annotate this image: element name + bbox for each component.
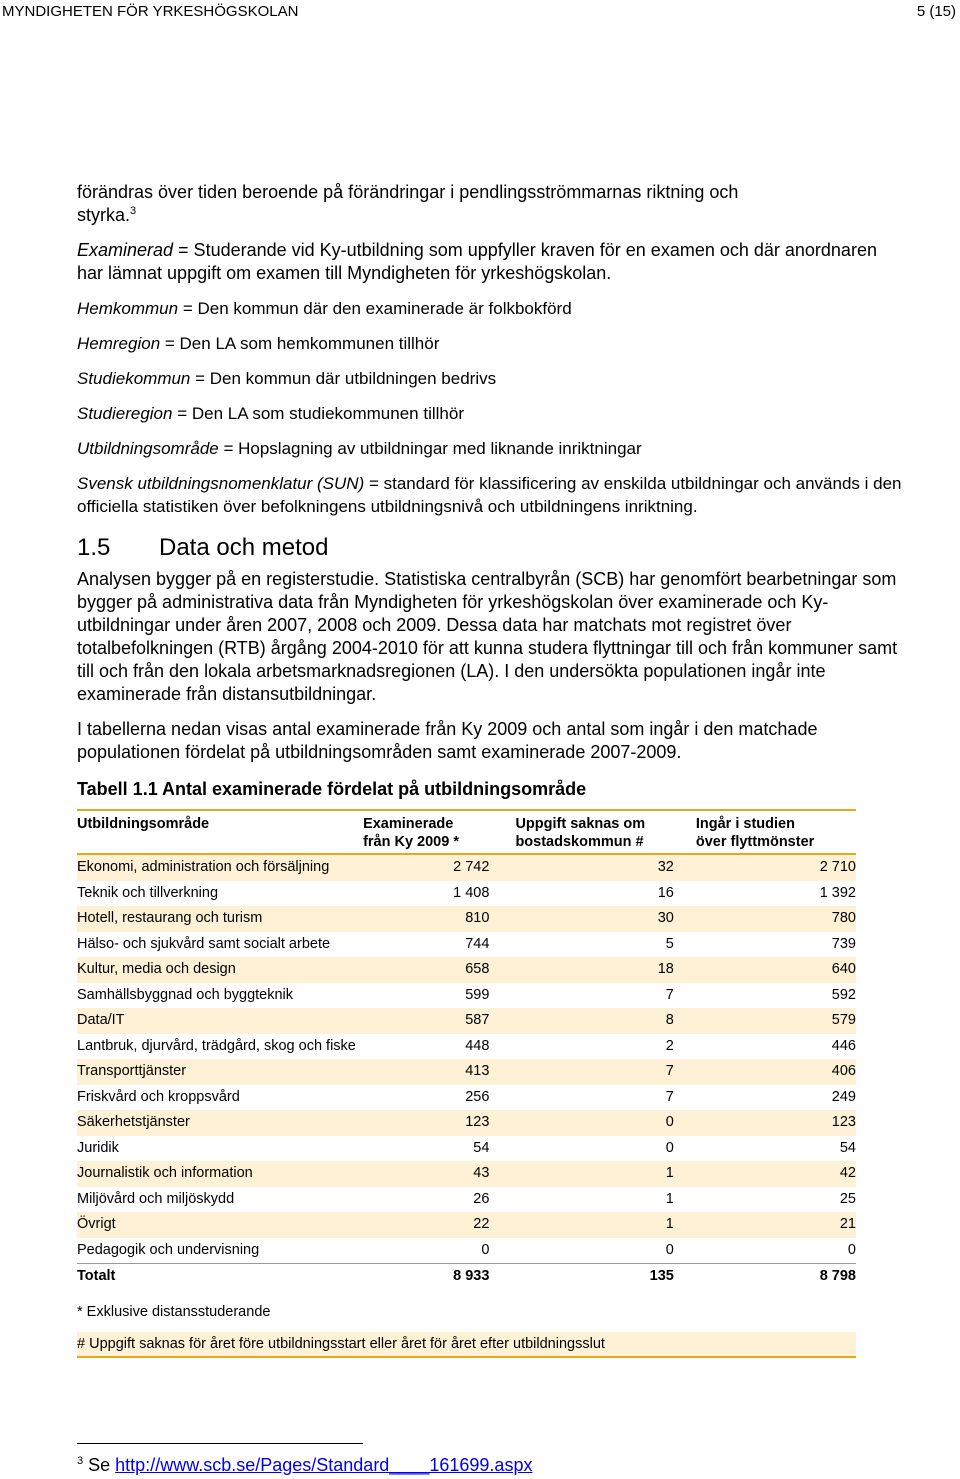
missing-cell: 16 bbox=[657, 884, 674, 901]
footnote-rule bbox=[77, 1443, 363, 1444]
area-cell: Transporttjänster bbox=[77, 1059, 363, 1085]
intro-line1: förändras över tiden beroende på förändringar i pendlingsströmmarnas riktning och bbox=[77, 182, 739, 202]
definition-sun bbox=[77, 472, 907, 518]
included-cell: 406 bbox=[674, 1059, 856, 1085]
area-cell: Data/IT bbox=[77, 1008, 363, 1034]
section-heading bbox=[77, 534, 907, 562]
header-included bbox=[674, 810, 856, 854]
area-cell: Friskvård och kroppsvård bbox=[77, 1088, 240, 1105]
included-cell: 739 bbox=[831, 935, 856, 952]
missing-cell: 1 bbox=[665, 1190, 674, 1207]
table-row bbox=[77, 1008, 856, 1034]
total-included: 8 798 bbox=[674, 1264, 856, 1290]
included-cell: 25 bbox=[839, 1190, 856, 1207]
missing-cell: 18 bbox=[489, 957, 673, 983]
examinerade-cell: 2 742 bbox=[363, 854, 489, 881]
examinerade-cell: 26 bbox=[473, 1190, 490, 1207]
examinerade-cell: 22 bbox=[363, 1212, 489, 1238]
header-missing bbox=[489, 810, 673, 854]
missing-cell: 32 bbox=[489, 854, 673, 881]
included-cell: 42 bbox=[674, 1161, 856, 1187]
area-table bbox=[77, 809, 856, 1290]
included-cell: 249 bbox=[831, 1088, 856, 1105]
header-examinerade bbox=[363, 810, 489, 854]
table-body bbox=[77, 854, 856, 1290]
table-header-row bbox=[77, 810, 856, 854]
term-hemkommun: Hemkommun bbox=[77, 299, 179, 318]
section-title: Data och metod bbox=[159, 534, 329, 561]
header-missing-l1: Uppgift saknas om bbox=[515, 816, 646, 832]
examinerade-cell: 0 bbox=[481, 1241, 490, 1258]
table-row bbox=[77, 932, 856, 958]
section-number: 1.5 bbox=[77, 534, 111, 561]
footnote-prefix: Se bbox=[88, 1455, 116, 1475]
table-row bbox=[77, 1085, 856, 1111]
included-cell: 0 bbox=[847, 1241, 856, 1258]
table-title bbox=[77, 778, 907, 801]
area-cell: Övrigt bbox=[77, 1212, 363, 1238]
missing-cell: 2 bbox=[665, 1037, 674, 1054]
missing-cell: 8 bbox=[489, 1008, 673, 1034]
definition-utbildningsomrade bbox=[77, 437, 907, 460]
text-examinerad: = Studerande vid Ky-utbildning som uppfyller kraven för en examen och där anordnaren har lämnat uppgift om examen till Myndigheten för yrkeshögskolan. bbox=[77, 240, 877, 283]
header-included-l2: över flyttmönster bbox=[695, 834, 815, 850]
header-included-l1: Ingår i studien bbox=[695, 816, 795, 832]
examinerade-cell: 43 bbox=[363, 1161, 489, 1187]
missing-cell: 1 bbox=[489, 1212, 673, 1238]
table-row bbox=[77, 1059, 856, 1085]
area-cell: Samhällsbyggnad och byggteknik bbox=[77, 986, 294, 1003]
examinerade-cell: 599 bbox=[465, 986, 490, 1003]
table-row bbox=[77, 1238, 856, 1264]
total-label: Totalt bbox=[77, 1264, 363, 1290]
area-cell: Teknik och tillverkning bbox=[77, 884, 219, 901]
missing-cell: 0 bbox=[489, 1110, 673, 1136]
definition-studiekommun bbox=[77, 367, 907, 390]
header-page-number: 5 (15) bbox=[916, 3, 956, 20]
definition-hemregion bbox=[77, 332, 907, 355]
term-studieregion: Studieregion bbox=[77, 404, 173, 423]
table-row bbox=[77, 1212, 856, 1238]
intro-paragraph bbox=[77, 181, 907, 227]
included-cell: 123 bbox=[674, 1110, 856, 1136]
term-utbildningsomrade: Utbildningsområde bbox=[77, 439, 219, 458]
included-cell: 579 bbox=[674, 1008, 856, 1034]
footnote-link[interactable]: http://www.scb.se/Pages/Standard____161699.aspx bbox=[115, 1455, 533, 1475]
text-studieregion: = Den LA som studiekommunen tillhör bbox=[172, 404, 464, 423]
area-cell: Pedagogik och undervisning bbox=[77, 1241, 260, 1258]
included-cell: 21 bbox=[674, 1212, 856, 1238]
note-hash: # Uppgift saknas för året före utbildningsstart eller året för året efter utbildningsslut bbox=[77, 1332, 856, 1358]
total-examinerade: 8 933 bbox=[363, 1264, 489, 1290]
examinerade-cell: 123 bbox=[363, 1110, 489, 1136]
header-exam-l2: från Ky 2009 * bbox=[363, 834, 459, 850]
examinerade-cell: 810 bbox=[363, 906, 489, 932]
table-row bbox=[77, 1136, 856, 1162]
missing-cell: 0 bbox=[665, 1241, 674, 1258]
footnote-ref[interactable]: 3 bbox=[130, 205, 137, 217]
examinerade-cell: 448 bbox=[465, 1037, 490, 1054]
text-sun: = standard för klassificering av enskilda utbildningar och används i den officiella statistiken över befolkningens utbildningsnivå och utbildningens inriktning. bbox=[77, 474, 902, 516]
note-star: * Exklusive distansstuderande bbox=[77, 1303, 271, 1320]
definition-examinerad bbox=[77, 239, 907, 285]
section-paragraph-1: Analysen bygger på en registerstudie. Statistiska centralbyrån (SCB) har genomfört bearbetningar som bygger på administrativa data från Myndigheten för yrkeshögskolan över examinerade och Ky-utbildningar under åren 2007, 2008 och 2009. Dessa data har matchats mot registret över totalbefolkningen (RTB) årgång 2004-2010 för att kunna studera flyttningar till och från kommuner samt till och från den lokala arbetsmarknadsregionen (LA). I den undersökta populationen ingår inte examinerade från distansutbildningar. bbox=[77, 569, 898, 704]
text-hemkommun: = Den kommun där den examinerade är folkbokförd bbox=[178, 299, 572, 318]
term-examinerad: Examinerad bbox=[77, 240, 174, 260]
area-cell: Miljövård och miljöskydd bbox=[77, 1190, 235, 1207]
table-title-label: Tabell 1.1 bbox=[77, 779, 158, 799]
table-total-row bbox=[77, 1264, 856, 1290]
intro-line2: styrka. bbox=[77, 205, 131, 225]
total-missing: 135 bbox=[489, 1264, 673, 1290]
page-header bbox=[0, 0, 960, 28]
header-area bbox=[77, 810, 363, 854]
text-studiekommun: = Den kommun där utbildningen bedrivs bbox=[190, 369, 497, 388]
table-row bbox=[77, 957, 856, 983]
term-sun: Svensk utbildningsnomenklatur (SUN) bbox=[77, 474, 365, 493]
included-cell: 1 392 bbox=[819, 884, 856, 901]
missing-cell: 1 bbox=[489, 1161, 673, 1187]
header-area-label: Utbildningsområde bbox=[77, 816, 210, 832]
footnote bbox=[77, 1448, 532, 1478]
area-cell: Säkerhetstjänster bbox=[77, 1110, 363, 1136]
header-org: MYNDIGHETEN FÖR YRKESHÖGSKOLAN bbox=[2, 3, 299, 20]
header-exam-l1: Examinerade bbox=[363, 816, 454, 832]
table-row bbox=[77, 1161, 856, 1187]
missing-cell: 5 bbox=[665, 935, 674, 952]
area-cell: Juridik bbox=[77, 1139, 119, 1156]
definition-studieregion bbox=[77, 402, 907, 425]
missing-cell: 30 bbox=[489, 906, 673, 932]
examinerade-cell: 256 bbox=[465, 1088, 490, 1105]
footnote-number: 3 bbox=[77, 1455, 84, 1467]
examinerade-cell: 413 bbox=[363, 1059, 489, 1085]
included-cell: 592 bbox=[831, 986, 856, 1003]
examinerade-cell: 1 408 bbox=[453, 884, 490, 901]
table-row bbox=[77, 1110, 856, 1136]
table-row bbox=[77, 906, 856, 932]
included-cell: 54 bbox=[839, 1139, 856, 1156]
area-cell: Lantbruk, djurvård, trädgård, skog och fiske bbox=[77, 1037, 356, 1054]
area-cell: Ekonomi, administration och försäljning bbox=[77, 854, 363, 881]
term-hemregion: Hemregion bbox=[77, 334, 161, 353]
included-cell: 780 bbox=[674, 906, 856, 932]
header-missing-l2: bostadskommun # bbox=[515, 834, 644, 850]
text-hemregion: = Den LA som hemkommunen tillhör bbox=[160, 334, 440, 353]
area-cell: Hälso- och sjukvård samt socialt arbete bbox=[77, 935, 331, 952]
section-paragraph-2: I tabellerna nedan visas antal examinerade från Ky 2009 och antal som ingår i den matchade populationen fördelat på utbildningsområden samt examinerade 2007-2009. bbox=[77, 719, 818, 762]
examinerade-cell: 54 bbox=[473, 1139, 490, 1156]
table-title-text: Antal examinerade fördelat på utbildningsområde bbox=[157, 779, 587, 799]
term-studiekommun: Studiekommun bbox=[77, 369, 191, 388]
area-cell: Hotell, restaurang och turism bbox=[77, 906, 363, 932]
missing-cell: 7 bbox=[665, 1088, 674, 1105]
area-cell: Kultur, media och design bbox=[77, 957, 363, 983]
table-row bbox=[77, 1034, 856, 1060]
missing-cell: 7 bbox=[665, 986, 674, 1003]
examinerade-cell: 744 bbox=[465, 935, 490, 952]
included-cell: 446 bbox=[831, 1037, 856, 1054]
definition-hemkommun bbox=[77, 297, 907, 320]
text-utbildningsomrade: = Hopslagning av utbildningar med liknande inriktningar bbox=[218, 439, 642, 458]
page-content bbox=[77, 181, 907, 1358]
table-row bbox=[77, 1187, 856, 1213]
included-cell: 640 bbox=[674, 957, 856, 983]
missing-cell: 7 bbox=[489, 1059, 673, 1085]
examinerade-cell: 587 bbox=[363, 1008, 489, 1034]
examinerade-cell: 658 bbox=[363, 957, 489, 983]
table-row bbox=[77, 881, 856, 907]
table-row bbox=[77, 983, 856, 1009]
area-cell: Journalistik och information bbox=[77, 1161, 363, 1187]
table-row bbox=[77, 854, 856, 881]
missing-cell: 0 bbox=[665, 1139, 674, 1156]
included-cell: 2 710 bbox=[674, 854, 856, 881]
